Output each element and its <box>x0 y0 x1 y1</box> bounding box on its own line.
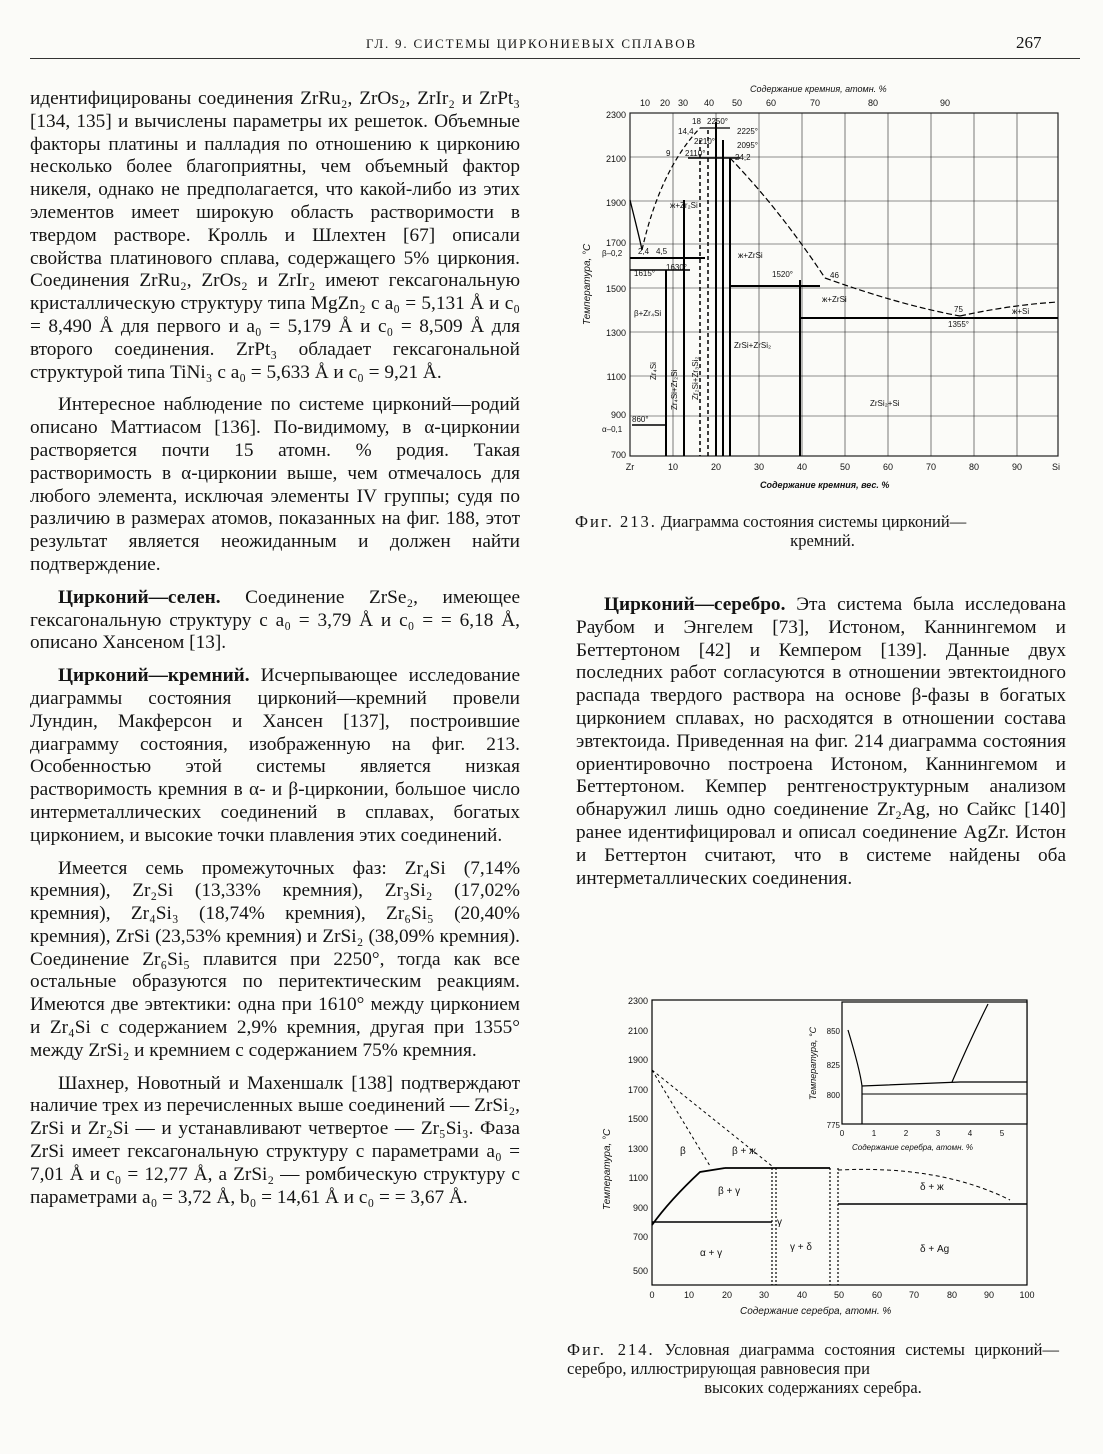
top-ticks <box>640 98 950 108</box>
x-tick: 0 <box>649 1290 655 1300</box>
annotation: 1520° <box>772 270 793 279</box>
header-rule <box>30 58 1080 59</box>
figure-213 <box>580 80 1070 500</box>
annotation: 4,5 <box>656 247 668 256</box>
x-tick: 20 <box>721 1290 733 1300</box>
bottom-tick: 60 <box>882 462 894 472</box>
caption-label: Фиг. 214. <box>567 1340 655 1359</box>
caption-label: Фиг. 213. <box>575 512 657 531</box>
bottom-ticks <box>626 462 1060 472</box>
chapter-title: ГЛ. 9. СИСТЕМЫ ЦИРКОНИЕВЫХ СПЛАВОВ <box>366 36 697 51</box>
x-tick: 70 <box>908 1290 920 1300</box>
y-ticks <box>606 110 626 460</box>
y-tick: 1900 <box>605 198 626 208</box>
bottom-tick: 50 <box>839 462 851 472</box>
phase-label: α + γ <box>700 1248 723 1259</box>
top-axis-label: Содержание кремния, атомн. % <box>750 84 887 94</box>
y-tick: 1300 <box>605 328 626 338</box>
y-tick: 900 <box>610 410 626 420</box>
bottom-tick: 70 <box>925 462 937 472</box>
annotation: 2250° <box>707 117 728 126</box>
caption-text: Условная диаграмма состояния системы цирконий—серебро, иллюстрирующая равновесия при <box>567 1340 1059 1378</box>
bottom-tick: 90 <box>1011 462 1023 472</box>
inset-x-tick: 4 <box>967 1129 973 1138</box>
bottom-tick: 30 <box>753 462 765 472</box>
y-tick: 1500 <box>627 1114 648 1124</box>
x-ticks <box>649 1290 1034 1300</box>
annotation: 2,4 <box>638 247 650 256</box>
bottom-tick: 20 <box>710 462 722 472</box>
zr-si-phase-diagram <box>580 80 1070 500</box>
paragraph: Интересное наблюдение по системе цирконий—родий описано Маттиасом [136]. По-видимому, в α-цирконии растворяется почти 15 атомн. % родия. Такая растворимость в α-цирконии выше, чем отмечалось для любого элемента, исключая элементы IV группы; судя по различию в размерах атомов, показанных на фиг. 188, этот результат является неожиданным и должен найти подтверждение. <box>30 394 520 575</box>
inset-x-tick: 0 <box>839 1129 845 1138</box>
bottom-tick: 40 <box>796 462 808 472</box>
y-tick: 1500 <box>605 284 626 294</box>
phase-label: ж+Si <box>1012 307 1030 316</box>
section-paragraph-silver <box>576 594 1066 890</box>
y-tick: 2100 <box>627 1026 648 1036</box>
section-paragraph-silicon <box>30 665 520 847</box>
y-tick: 1100 <box>606 372 626 382</box>
figure-214 <box>590 990 1040 1325</box>
annotation: 24,2 <box>735 153 751 162</box>
top-tick: 20 <box>660 98 671 108</box>
top-tick: 10 <box>640 98 651 108</box>
y-tick: 2300 <box>627 996 648 1006</box>
inset-x-tick: 3 <box>935 1129 941 1138</box>
phase-labels <box>680 1146 949 1259</box>
inset-x-label: Содержание серебра, атомн. % <box>852 1143 974 1152</box>
x-tick: 10 <box>683 1290 695 1300</box>
caption-text-end: кремний. <box>790 531 855 550</box>
phase-label: δ + Ag <box>920 1244 950 1255</box>
y-tick: 1700 <box>605 238 626 248</box>
top-tick: 30 <box>678 98 689 108</box>
y-ticks <box>628 996 648 1276</box>
y-axis-label: Температура, °С <box>602 1128 613 1210</box>
y-tick: 700 <box>632 1232 648 1242</box>
annotation: 75 <box>954 305 963 314</box>
paragraph: Шахнер, Новотный и Махеншалк [138] подтверждают наличие трех из перечисленных выше соединений — ZrSi₂, ZrSi и Zr₂Si — и устанавливают четвертое — Zr₅Si₃. Фаза ZrSi имеет гексагональную структуру с параметрами a₀ = 7,01 Å и c₀ = 12,77 Å, а ZrSi₂ — ромбическую структуру с параметрами a₀ = 3,72 Å, b₀ = 14,61 Å и c₀ = = 3,67 Å. <box>30 1072 520 1208</box>
inset-x-ticks <box>840 1129 1005 1138</box>
y-tick: 700 <box>610 450 626 460</box>
inset-y-label: Температура, °С <box>808 1026 818 1100</box>
x-axis-label: Содержание серебра, атомн. % <box>740 1306 892 1317</box>
x-tick: 90 <box>983 1290 995 1300</box>
inset-y-tick: 775 <box>826 1121 840 1130</box>
x-tick: 80 <box>946 1290 958 1300</box>
figure-214-caption <box>567 1340 1059 1397</box>
x-tick: 40 <box>796 1290 808 1300</box>
figure-213-caption <box>575 512 1070 550</box>
caption-text: Диаграмма состояния системы цирконий— <box>656 512 967 531</box>
paragraph-text: Исчерпывающее исследование диаграммы состояния цирконий—кремний провели Лундин, Макферсон и Хансен [137], построившие диаграмму состояния, изображенную на фиг. 213. Особенностью этой системы является низкая растворимость кремния в α- и β-цирконии, большое число интерметаллических соединений в сплавах, богатых цирконием, и высокие точки плавления этих соединений. <box>30 665 520 846</box>
phase-lines <box>630 122 1058 456</box>
y-tick: 2300 <box>605 110 626 120</box>
inset-x-tick: 5 <box>999 1129 1005 1138</box>
phase-label: Zr₂Si+Zr₃Si₂ <box>691 356 700 400</box>
annotation: α–0,1 <box>602 425 623 434</box>
phase-label: γ <box>777 1217 782 1228</box>
zr-ag-phase-diagram <box>590 990 1040 1325</box>
right-column <box>576 594 1066 900</box>
top-tick: 40 <box>704 98 715 108</box>
bottom-tick: Si <box>1051 462 1061 472</box>
annotation: 1630° <box>666 263 687 272</box>
inset-y-tick: 850 <box>826 1027 840 1036</box>
inset-x-tick: 1 <box>871 1129 877 1138</box>
phase-label: β + γ <box>718 1186 741 1197</box>
annotation: 2095° <box>737 141 758 150</box>
phase-label: ж+ZrSi <box>738 251 763 260</box>
y-axis-label: Температура, °С <box>582 243 593 325</box>
annotation: 14,4 <box>678 127 694 136</box>
x-tick: 60 <box>871 1290 883 1300</box>
top-tick: 80 <box>868 98 879 108</box>
x-tick: 100 <box>1019 1290 1035 1300</box>
inset-plot <box>808 1002 1027 1152</box>
annotation: 2110° <box>685 149 706 158</box>
y-tick: 1700 <box>627 1085 648 1095</box>
section-heading: Цирконий—серебро. <box>604 594 786 615</box>
y-tick: 1300 <box>627 1144 648 1154</box>
bottom-axis-label: Содержание кремния, вес. % <box>760 480 890 490</box>
y-tick: 1100 <box>628 1173 648 1183</box>
bottom-tick: 10 <box>667 462 679 472</box>
y-tick: 500 <box>632 1266 648 1276</box>
paragraph-text: Эта система была исследована Раубом и Энгелем [73], Истоном, Каннингемом и Беттертоном [42] и Кемпером [139]. Данные двух последних работ согласуются в отношении эвтектоидного распада твердого раствора на основе β-фазы в богатых цирконием сплавах, но расходятся в отношении состава эвтектоида. Приведенная на фиг. 214 диаграмма состояния ориентировочно построена Истоном, Каннингемом и Беттертоном. Кемпер рентгеноструктурным анализом обнаружил лишь одно соединение Zr₂Ag, но Сайкс [140] ранее идентифицировал и описал соединение AgZr. Истон и Беттертон считают, что в системе найдены оба интерметаллических соединения. <box>576 594 1066 889</box>
section-paragraph-selenium <box>30 587 520 655</box>
bottom-tick: Zr <box>625 462 635 472</box>
paragraph: идентифицированы соединения ZrRu₂, ZrOs₂, ZrIr₂ и ZrPt₃ [134, 135] и вычислены параметры их решеток. Объемные факторы платины и палладия по отношению к цирконию несколько более благоприятны, чем объемный фактор никеля, однако не предполагается, что какой-либо из этих элементов имеет широкую область растворимости в твердом растворе. Кролль и Шлехтен [67] описали свойства платинового сплава, содержащего 5% циркония. Соединения ZrRu₂, ZrOs₂ и ZrIr₂ имеют гексагональную кристаллическую структуру типа MgZn₂ с a₀ = 5,131 Å и c₀ = 8,490 Å для первого и a₀ = 5,179 Å и c₀ = 8,509 Å для второго соединения. ZrPt₃ обладает гексагональной структурой типа TiNi₃ с a₀ = 5,633 Å и c₀ = 9,21 Å. <box>30 88 520 383</box>
phase-label: ж+Zr₂Si <box>670 201 698 210</box>
bottom-tick: 80 <box>968 462 980 472</box>
top-tick: 60 <box>766 98 777 108</box>
page-number: 267 <box>1016 33 1042 52</box>
phase-label: Zr₄Si+Zr₂Si <box>670 369 679 410</box>
phase-label: β + ж <box>732 1146 756 1157</box>
top-tick: 90 <box>940 98 951 108</box>
annotation: 1615° <box>634 269 655 278</box>
annotation: 46 <box>830 271 839 280</box>
inset-x-tick: 2 <box>903 1129 909 1138</box>
running-header <box>0 33 1103 56</box>
phase-label: γ + δ <box>790 1242 812 1253</box>
top-tick: 50 <box>732 98 743 108</box>
paragraph: Имеется семь промежуточных фаз: Zr₄Si (7,14% кремния), Zr₂Si (13,33% кремния), Zr₃Si₂ (17,02% кремния), Zr₄Si₃ (18,74% кремния), Zr₆Si₅ (20,40% кремния), ZrSi (23,53% кремния) и ZrSi₂ (38,09% кремния). Соединение Zr₆Si₅ плавится при 2250°, тогда как все остальные образуются по перитектическим реакциям. Имеются две эвтектики: одна при 1610° между цирконием и Zr₄Si с содержанием 2,9% кремния, другая при 1355° между ZrSi₂ и кремнием с содержанием 75% кремния. <box>30 857 520 1061</box>
phase-label: ZrSi₂+Si <box>870 399 900 408</box>
paragraph-text: Соединение ZrSe₂, имеющее гексагональную структуру с a₀ = 3,79 Å и c₀ = = 6,18 Å, описано Хансеном [13]. <box>30 586 520 654</box>
x-tick: 30 <box>758 1290 770 1300</box>
y-tick: 900 <box>632 1203 648 1213</box>
phase-label: ж+ZrSi <box>822 295 847 304</box>
annotation: 2225° <box>737 127 758 136</box>
phase-label: ZrSi+ZrSi₂ <box>734 341 772 350</box>
phase-label: δ + ж <box>920 1182 944 1193</box>
top-tick: 70 <box>810 98 821 108</box>
y-tick: 2100 <box>605 154 626 164</box>
annotation: 2210° <box>694 137 715 146</box>
inset-y-ticks <box>827 1027 841 1130</box>
caption-text-end: высоких содержаниях серебра. <box>704 1378 922 1397</box>
left-column <box>30 88 520 1219</box>
inset-y-tick: 825 <box>826 1061 840 1070</box>
annotation: 9 <box>666 149 671 158</box>
section-heading: Цирконий—селен. <box>58 586 221 608</box>
phase-label: β <box>680 1146 686 1157</box>
annotation: 1355° <box>948 320 969 329</box>
y-tick: 1900 <box>627 1055 648 1065</box>
phase-label: β+Zr₄Si <box>634 309 662 318</box>
x-tick: 50 <box>833 1290 845 1300</box>
inset-y-tick: 800 <box>826 1091 840 1100</box>
annotation: 860° <box>632 415 649 424</box>
annotation: 18 <box>692 117 701 126</box>
annotation: β–0,2 <box>602 249 623 258</box>
section-heading: Цирконий—кремний. <box>58 665 250 687</box>
phase-label: Zr₄Si <box>649 362 658 380</box>
